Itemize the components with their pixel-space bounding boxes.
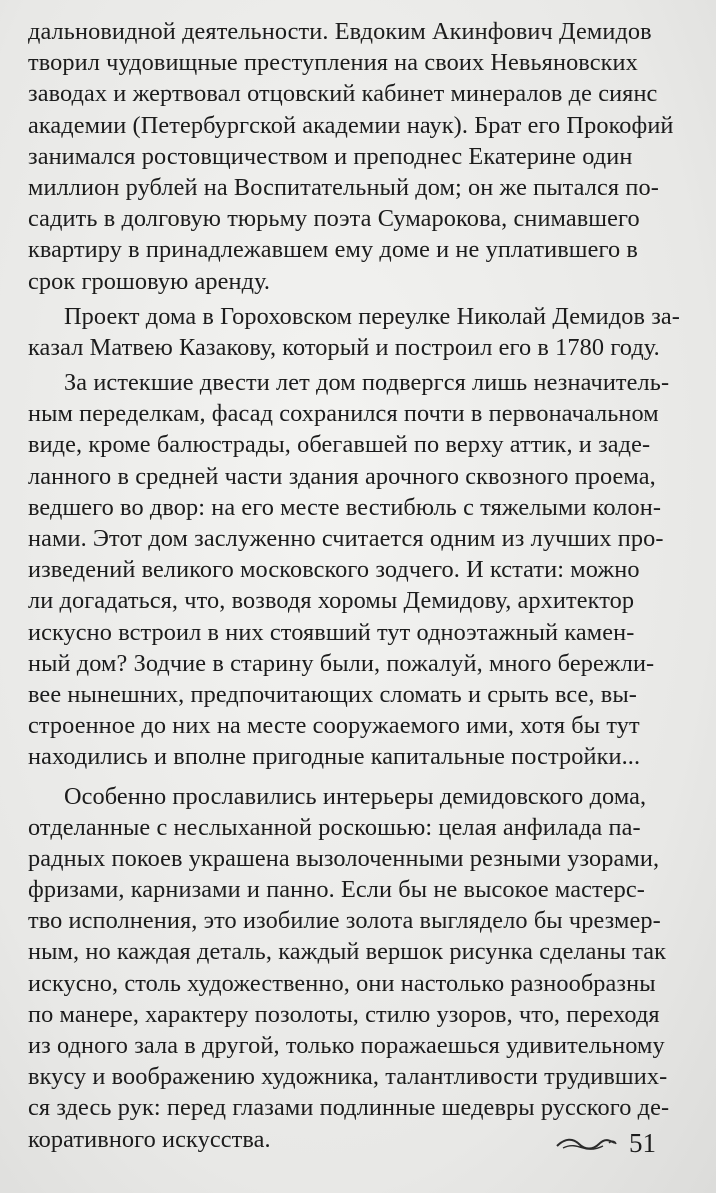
text-line: квартиру в принадлежавшем ему доме и не уплатившего в xyxy=(28,236,638,264)
text-line: ся здесь рук: перед глазами подлинные шедевры русского де- xyxy=(28,1094,670,1122)
text-line: по манере, характеру позолоты, стилю узоров, что, переходя xyxy=(28,1000,660,1028)
text-line: казал Матвею Казакову, который и построил его в 1780 году. xyxy=(28,333,660,361)
text-line: ным, но каждая деталь, каждый вершок рисунка сделаны так xyxy=(28,938,667,966)
text-line: дальновидной деятельности. Евдоким Акинфович Демидов xyxy=(28,18,652,45)
body-text xyxy=(28,16,678,1155)
text-line: тво исполнения, это изобилие золота выглядело бы чрезмер- xyxy=(28,907,661,935)
paragraph-4 xyxy=(28,781,678,1155)
text-line: искусно встроил в них стоявший тут одноэтажный камен- xyxy=(28,618,635,646)
text-line: заводах и жертвовал отцовский кабинет минералов де сиянс xyxy=(28,80,658,108)
text-line: творил чудовищные преступления на своих Невьяновских xyxy=(28,49,638,77)
paragraph-3 xyxy=(28,367,678,772)
text-line: За истекшие двести лет дом подвергся лишь незначитель- xyxy=(64,369,670,397)
page-number: 51 xyxy=(629,1128,656,1158)
text-line: коративного искусства. xyxy=(28,1125,271,1153)
text-line: из одного зала в другой, только поражаешься удивительному xyxy=(28,1032,665,1059)
text-line: вкусу и воображению художника, талантливости трудивших- xyxy=(28,1063,668,1091)
text-line: виде, кроме балюстрады, обегавшей по верху аттик, и заде- xyxy=(28,431,651,459)
flourish-ornament-icon xyxy=(555,1134,617,1154)
page-footer xyxy=(555,1128,656,1159)
paragraph-1 xyxy=(28,16,678,297)
text-line: Проект дома в Гороховском переулке Николай Демидов за- xyxy=(64,302,680,330)
text-line: изведений великого московского зодчего. И кстати: можно xyxy=(28,556,640,584)
text-line: нами. Этот дом заслуженно считается одним из лучших про- xyxy=(28,525,664,552)
text-line: радных покоев украшена вызолоченными резными узорами, xyxy=(28,844,660,872)
text-line: садить в долговую тюрьму поэта Сумарокова, снимавшего xyxy=(28,205,640,233)
text-line: ведшего во двор: на его месте вестибюль с тяжелыми колон- xyxy=(28,493,662,521)
text-line: занимался ростовщичеством и преподнес Екатерине один xyxy=(28,142,633,170)
text-line: вее нынешних, предпочитающих сломать и срыть все, вы- xyxy=(28,680,637,708)
text-line: находились и вполне пригодные капитальные постройки... xyxy=(28,743,641,771)
text-line: отделанные с неслыханной роскошью: целая анфилада па- xyxy=(28,813,641,841)
text-line: академии (Петербургской академии наук). Брат его Прокофий xyxy=(28,111,674,139)
text-line: ный дом? Зодчие в старину были, пожалуй, много бережли- xyxy=(28,649,655,677)
text-line: строенное до них на месте сооружаемого ими, хотя бы тут xyxy=(28,712,640,740)
text-line: ли догадаться, что, возводя хоромы Демидову, архитектор xyxy=(28,587,635,615)
text-line: искусно, столь художественно, они настолько разнообразны xyxy=(28,969,656,997)
text-line: срок грошовую аренду. xyxy=(28,267,271,295)
text-line: фризами, карнизами и панно. Если бы не высокое мастерс- xyxy=(28,876,645,904)
text-line: ланного в средней части здания арочного сквозного проема, xyxy=(28,462,656,490)
text-line: Особенно прославились интерьеры демидовского дома, xyxy=(64,782,647,810)
text-line: миллион рублей на Воспитательный дом; он же пытался по- xyxy=(28,173,659,201)
text-line: ным переделкам, фасад сохранился почти в первоначальном xyxy=(28,400,659,428)
paragraph-2 xyxy=(28,301,678,363)
